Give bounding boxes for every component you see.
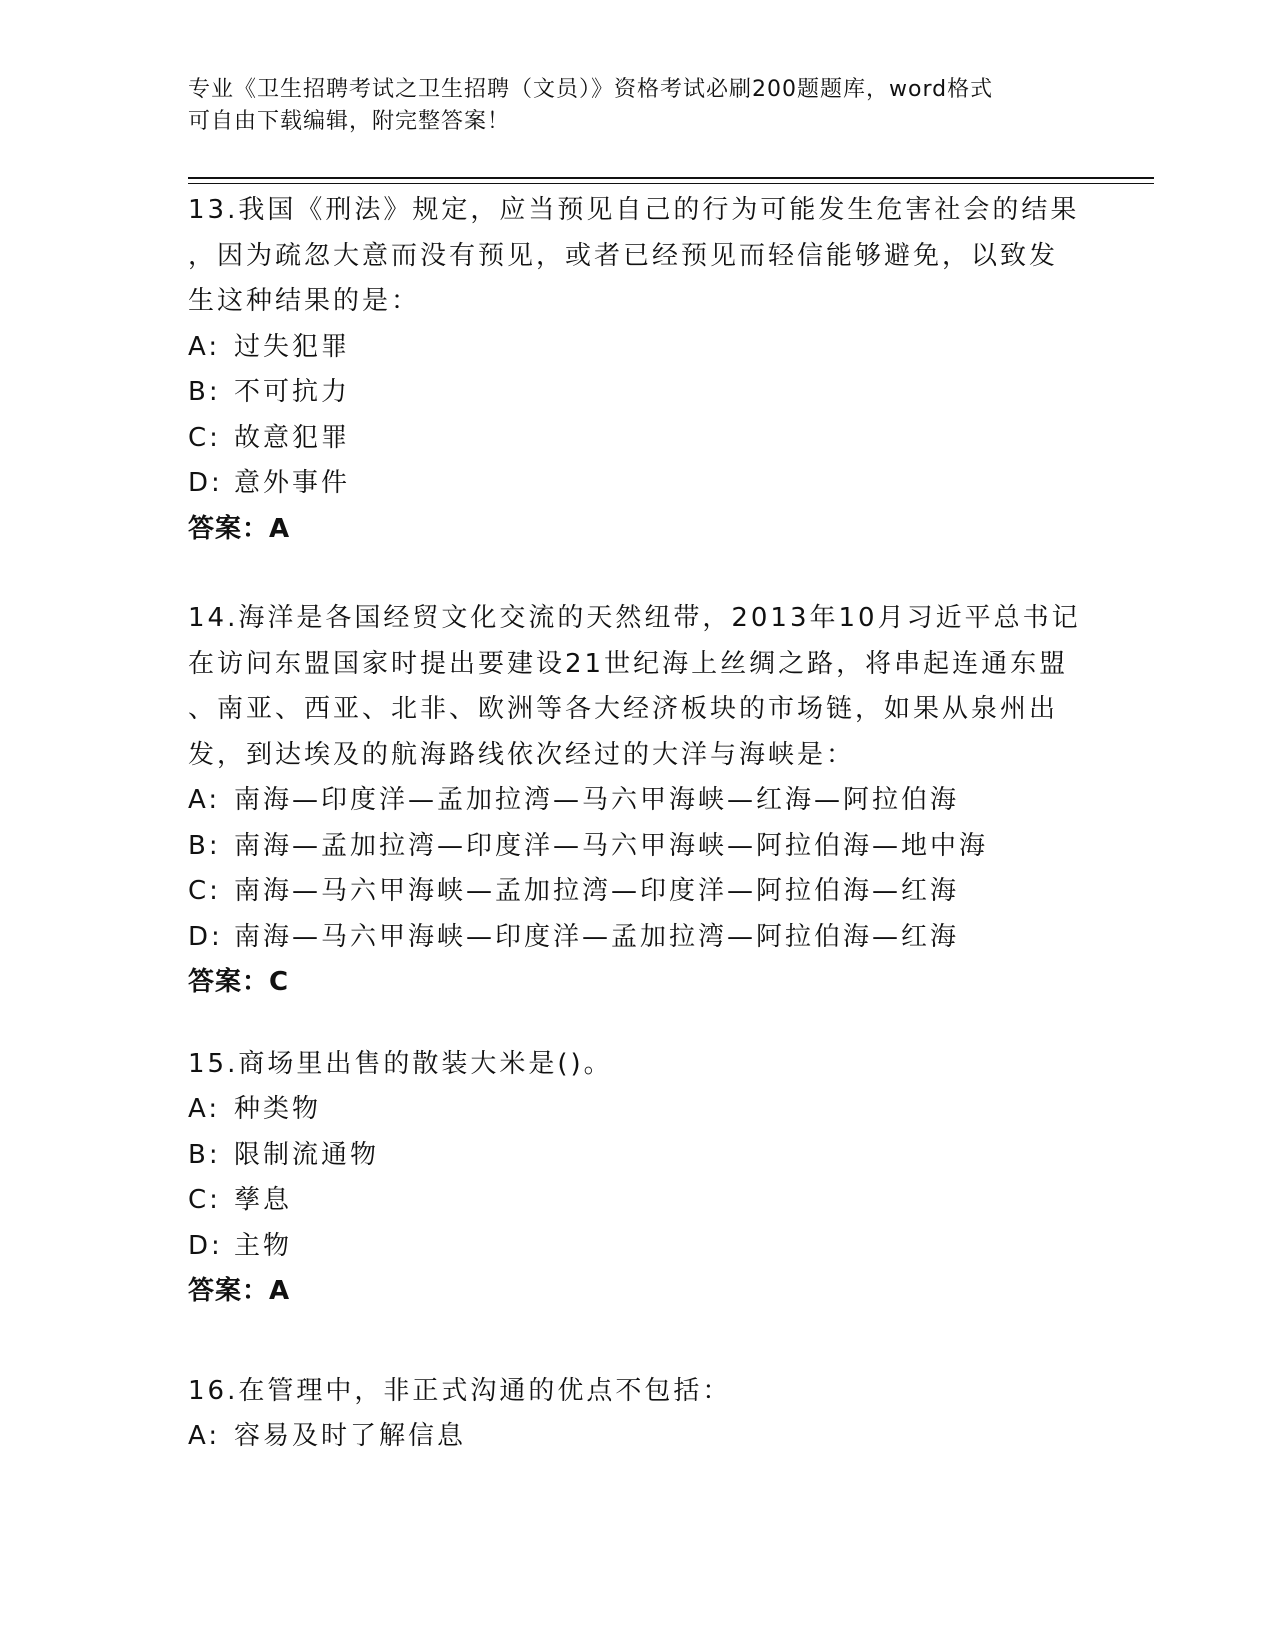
answer-line: 答案：C <box>188 967 290 997</box>
header-line-2: 可自由下载编辑，附完整答案！ <box>188 109 511 134</box>
option-letter: A: <box>188 785 221 815</box>
option-text: 南海—印度洋—孟加拉湾—马六甲海峡—红海—阿拉伯海 <box>234 785 960 815</box>
question-16 <box>188 1369 1128 1460</box>
question-13 <box>188 188 1128 552</box>
option-c <box>188 416 1128 462</box>
option-text: 南海—马六甲海峡—孟加拉湾—印度洋—阿拉伯海—红海 <box>234 876 960 906</box>
spacer <box>188 1315 1128 1369</box>
header-rule-thick <box>188 177 1154 179</box>
option-text: 南海—马六甲海峡—印度洋—孟加拉湾—阿拉伯海—红海 <box>234 921 960 952</box>
question-15 <box>188 1042 1128 1315</box>
option-d <box>188 461 1128 507</box>
question-list <box>188 188 1128 1460</box>
option-letter: A: <box>188 331 221 362</box>
question-text-line: 15.商场里出售的散装大米是()。 <box>188 1048 613 1079</box>
header-rule-thin <box>188 183 1154 184</box>
answer-line: 答案：A <box>188 513 291 544</box>
option-b <box>188 370 1128 416</box>
option-text: 限制流通物 <box>234 1139 380 1170</box>
option-letter: A: <box>188 1421 221 1451</box>
option-d <box>188 915 1128 961</box>
option-text: 容易及时了解信息 <box>234 1421 467 1451</box>
option-a <box>188 325 1128 371</box>
option-b <box>188 1133 1128 1179</box>
option-letter: A: <box>188 1094 221 1124</box>
option-letter: D: <box>188 1230 223 1261</box>
option-c <box>188 1178 1128 1224</box>
question-text-line: 14.海洋是各国经贸文化交流的天然纽带，2013年10月习近平总书记 <box>188 603 1081 633</box>
option-letter: D: <box>188 921 223 952</box>
document-header <box>188 74 1068 138</box>
option-letter: C: <box>188 422 221 453</box>
spacer <box>188 552 1128 596</box>
option-text: 不可抗力 <box>234 377 351 407</box>
question-text-line: 发，到达埃及的航海路线依次经过的大洋与海峡是： <box>188 739 856 770</box>
option-letter: B: <box>188 1139 221 1170</box>
option-text: 孳息 <box>234 1185 293 1215</box>
option-letter: B: <box>188 377 221 407</box>
option-b <box>188 824 1128 870</box>
question-14 <box>188 596 1128 1006</box>
option-text: 过失犯罪 <box>234 331 351 362</box>
question-text-line: 13.我国《刑法》规定，应当预见自己的行为可能发生危害社会的结果 <box>188 195 1080 225</box>
header-line-1: 专业《卫生招聘考试之卫生招聘（文员）》资格考试必刷200题题库，word格式 <box>188 77 994 102</box>
option-text: 故意犯罪 <box>234 422 351 453</box>
question-text-line: 16.在管理中，非正式沟通的优点不包括： <box>188 1375 732 1406</box>
option-a <box>188 1087 1128 1133</box>
option-letter: B: <box>188 830 221 861</box>
spacer <box>188 1006 1128 1042</box>
option-text: 主物 <box>234 1230 293 1261</box>
question-text-line: 在访问东盟国家时提出要建设21世纪海上丝绸之路，将串起连通东盟 <box>188 648 1069 679</box>
question-text-line: 生这种结果的是： <box>188 286 421 316</box>
option-a <box>188 1414 1128 1460</box>
answer-line: 答案：A <box>188 1276 291 1306</box>
question-text-line: 、南亚、西亚、北非、欧洲等各大经济板块的市场链，如果从泉州出 <box>188 694 1059 724</box>
option-letter: C: <box>188 876 221 906</box>
option-text: 种类物 <box>234 1094 322 1124</box>
option-c <box>188 869 1128 915</box>
option-text: 南海—孟加拉湾—印度洋—马六甲海峡—阿拉伯海—地中海 <box>234 830 989 861</box>
option-text: 意外事件 <box>234 468 351 498</box>
option-letter: C: <box>188 1185 221 1215</box>
question-text-line: ，因为疏忽大意而没有预见，或者已经预见而轻信能够避免，以致发 <box>188 240 1059 271</box>
option-letter: D: <box>188 468 223 498</box>
option-d <box>188 1224 1128 1270</box>
option-a <box>188 778 1128 824</box>
